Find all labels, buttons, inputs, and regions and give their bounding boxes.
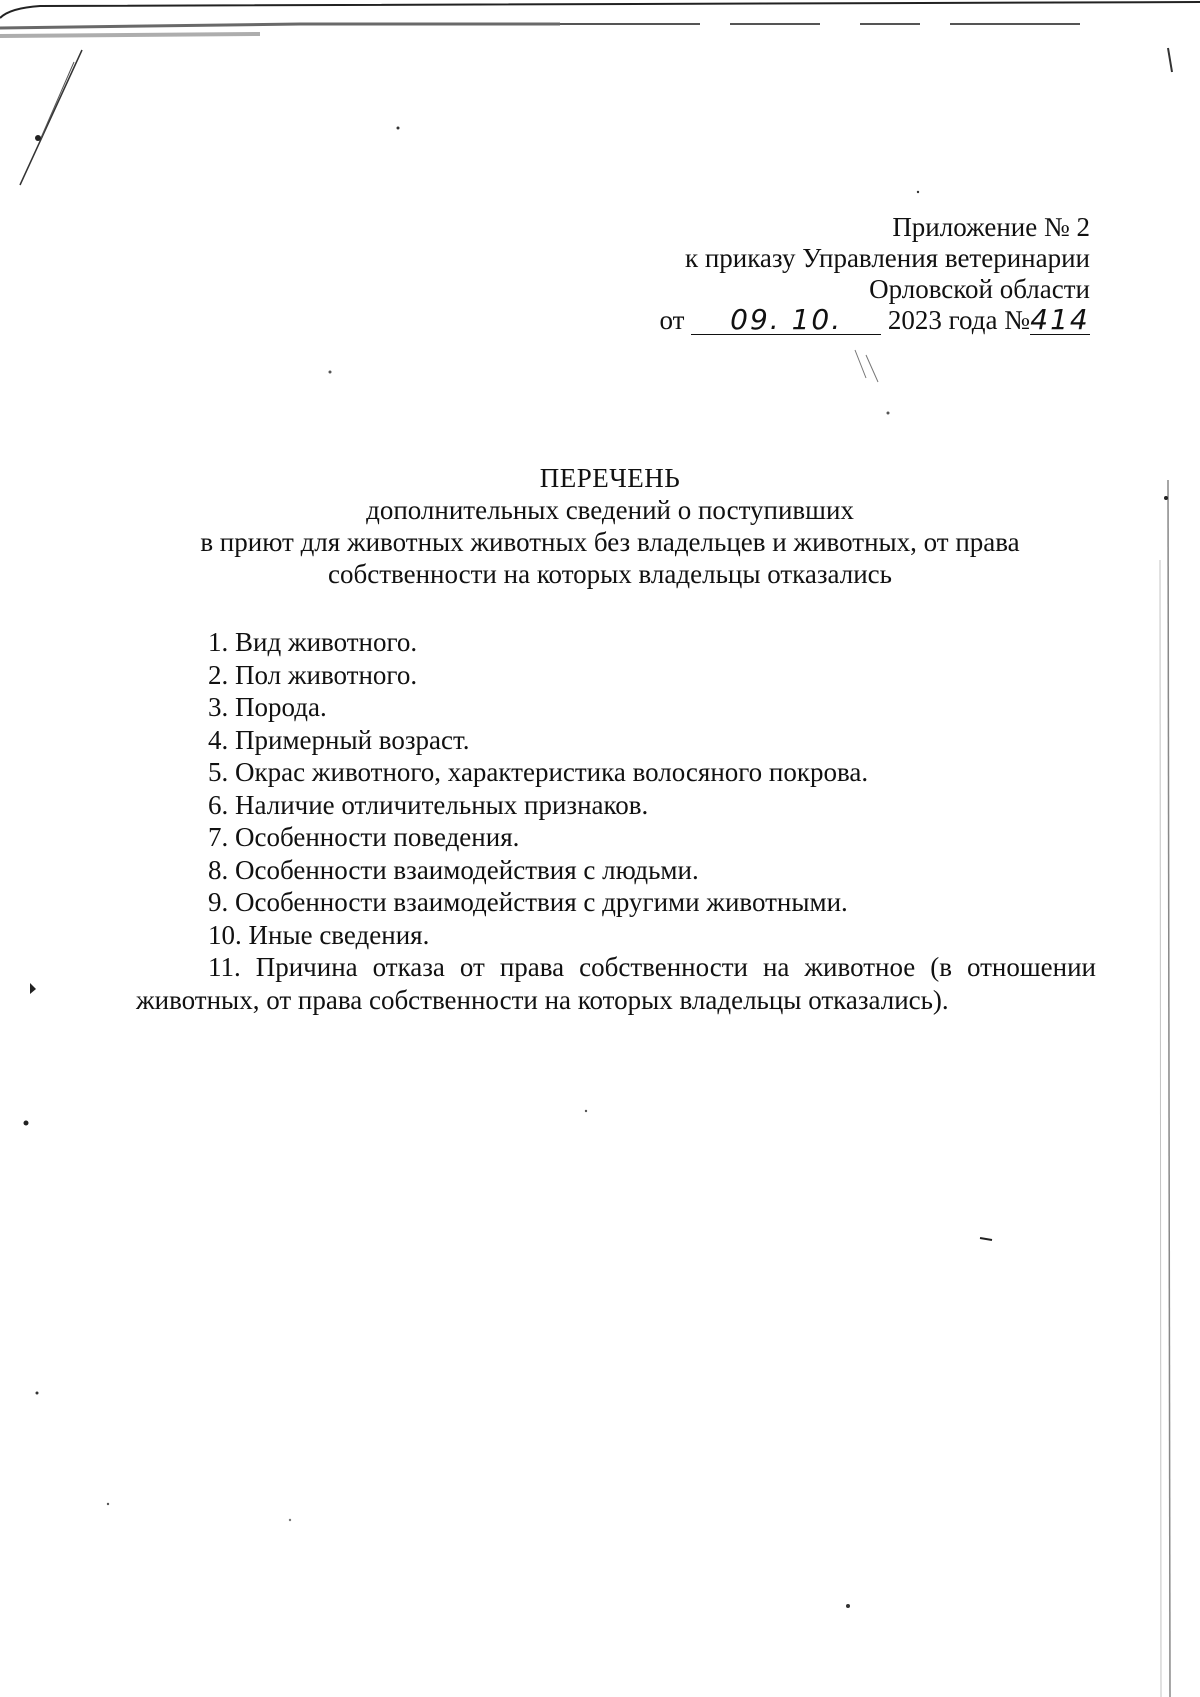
list-item: 11. Причина отказа от права собственности на животное (в отношении животных, от права собственности на которых владельцы отказались). — [136, 952, 1096, 1015]
list-item: 2. Пол животного. — [208, 659, 418, 690]
information-list — [136, 626, 1096, 1016]
document-title — [120, 462, 1100, 590]
title-line-2: в приют для животных животных без владельцев и животных, от права — [200, 527, 1020, 557]
title-line-1: дополнительных сведений о поступивших — [366, 495, 854, 525]
list-item: 4. Примерный возраст. — [208, 724, 470, 755]
list-item: 8. Особенности взаимодействия с людьми. — [208, 854, 699, 885]
list-item: 6. Наличие отличительных признаков. — [208, 789, 649, 820]
title-heading: ПЕРЕЧЕНЬ — [539, 463, 681, 493]
list-item: 10. Иные сведения. — [208, 919, 430, 950]
appendix-header — [659, 212, 1090, 336]
date-number-row — [659, 305, 1090, 336]
region-name: Орловской области — [869, 274, 1090, 304]
date-prefix: от — [659, 305, 685, 335]
list-item: 3. Порода. — [208, 692, 327, 722]
list-item: 9. Особенности взаимодействия с другими животными. — [208, 887, 848, 917]
list-item: 5. Окрас животного, характеристика волосяного покрова. — [208, 757, 869, 787]
order-reference: к приказу Управления ветеринарии — [684, 243, 1090, 273]
title-line-3: собственности на которых владельцы отказались — [328, 559, 892, 589]
handwritten-date: 09. 10. — [691, 306, 881, 335]
appendix-number: Приложение № 2 — [892, 212, 1090, 242]
year-text: 2023 года № — [887, 305, 1030, 335]
handwritten-number: 414 — [1030, 303, 1090, 336]
list-item: 7. Особенности поведения. — [208, 822, 520, 852]
list-item: 1. Вид животного. — [208, 627, 418, 657]
